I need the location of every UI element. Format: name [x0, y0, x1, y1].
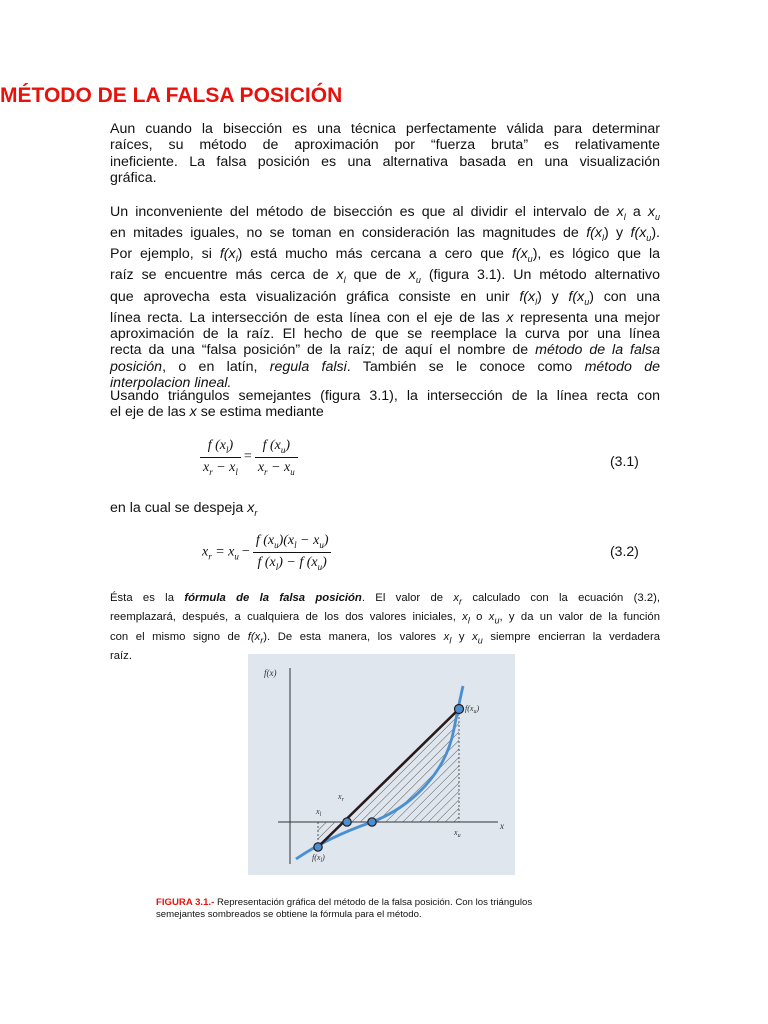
text-line: Aun cuando la bisección es una técnica perfectamente válida para determinar — [110, 121, 660, 137]
text-line: el eje de las x se estima mediante — [110, 404, 324, 421]
paragraph-intro — [110, 121, 660, 186]
paragraph-formula-note — [110, 590, 660, 664]
false-position-diagram — [248, 654, 515, 875]
point-root — [368, 818, 376, 826]
text-line: en la cual se despeja $x_r$ — [110, 500, 258, 518]
paragraph-solve — [110, 500, 660, 521]
text-line: recta da una “falsa posición” de la raíz; de aquí el nombre de método de la falsa — [110, 342, 660, 359]
equation-3-2: $x_r = x_u$ − $\frac{f (x_u)(x_l - x_u)}{f (x_l) - f (x_u)}$ — [202, 533, 331, 572]
text-line: gráfica. — [110, 169, 157, 186]
figure-3-1 — [248, 654, 515, 875]
figure-caption — [156, 897, 586, 921]
text-line: Usando triángulos semejantes (figura 3.1), la intersección de la línea recta con — [110, 388, 660, 404]
caption-text-2: semejantes sombreados se obtiene la fórmula para el método. — [156, 909, 422, 920]
text-line: aproximación de la raíz. El hecho de que se reemplace la curva por una línea — [110, 325, 660, 342]
equation-3-1: $\frac{f (x_l)}{x_r - x_l}$ = $\frac{f (x_u)}{x_r - x_u}$ — [200, 438, 298, 477]
text-line: Por ejemplo, si $f(x_l)$ está mucho más cercana a cero que $f(x_u)$, es lógico que la — [110, 246, 660, 265]
xl-label: $x_l$ — [316, 807, 322, 818]
equation-number-3-2: (3.2) — [610, 543, 639, 559]
text-line: raíces, su método de aproximación por “fuerza bruta” es relativamente — [110, 137, 660, 154]
fxu-label: $f(x_u)$ — [465, 704, 480, 715]
page-title: MÉTODO DE LA FALSA POSICIÓN — [0, 84, 343, 107]
paragraph-inconvenience — [110, 204, 660, 391]
paragraph-similar-triangles — [110, 388, 660, 421]
text-line: posición, o en latín, regula falsi. También se le conoce como método de — [110, 358, 660, 375]
xu-label: $x_u$ — [454, 828, 461, 839]
text-line: ineficiente. La falsa posición es una alternativa basada en una visualización — [110, 153, 660, 170]
text-line: en mitades iguales, no se toman en consideración las magnitudes de $f(x_l)$ y $f(x_u)$. — [110, 225, 660, 243]
text-line: raíz. — [110, 649, 132, 662]
y-axis-label: f(x) — [264, 668, 277, 678]
text-line: interpolacion lineal. — [110, 374, 232, 391]
text-line: raíz se encuentre más cerca de $x_l$ que de $x_u$ (figura 3.1). Un método alternativo — [110, 267, 660, 286]
caption-label: FIGURA 3.1.- — [156, 897, 215, 908]
text-line: Un inconveniente del método de bisección es que al dividir el intervalo de $x_l$ a $x_u$ — [110, 204, 660, 222]
text-line: que aprovecha esta visualización gráfica consiste en unir $f(x_l)$ y $f(x_u)$ con una — [110, 288, 660, 307]
text-line: con el mismo signo de $f(x_r)$. De esta manera, los valores $x_l$ y $x_u$ siempre encierran la verdadera — [110, 630, 660, 645]
point-xr — [343, 818, 351, 826]
fxl-label: $f(x_l)$ — [312, 853, 325, 864]
caption-text: Representación gráfica del método de la falsa posición. Con los triángulos — [214, 897, 533, 908]
text-line: Ésta es la fórmula de la falsa posición. El valor de $x_r$ calculado con la ecuación (3.2), — [110, 592, 660, 607]
equation-number-3-1: (3.1) — [610, 453, 639, 469]
point-fxu — [455, 705, 464, 714]
text-line: reemplazará, después, a cualquiera de los dos valores iniciales, $x_l$ o $x_u$, y da un valor de la función — [110, 611, 660, 626]
x-axis-label: x — [500, 821, 504, 831]
point-fxl — [314, 843, 322, 851]
xr-label: $x_r$ — [338, 792, 344, 803]
text-line: línea recta. La intersección de esta línea con el eje de las x representa una mejor — [110, 309, 660, 326]
